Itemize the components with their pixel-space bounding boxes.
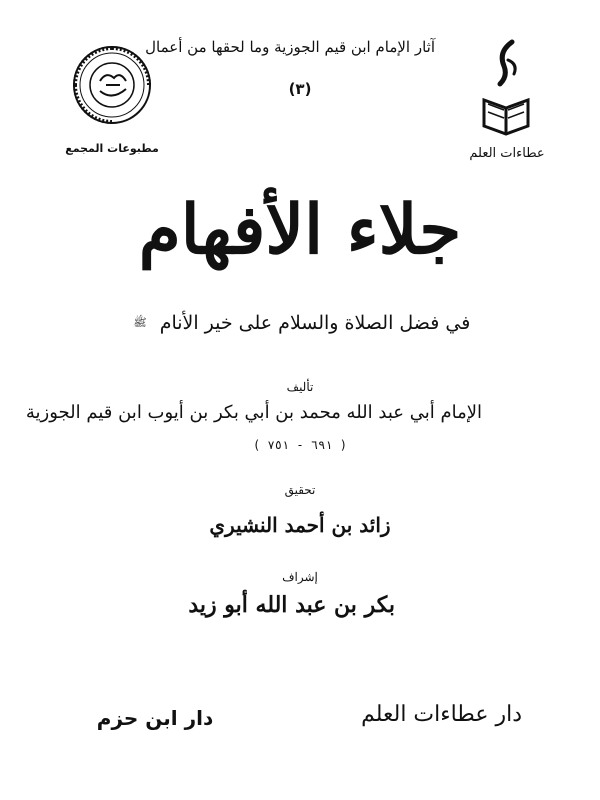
author-name: الإمام أبي عبد الله محمد بن أبي بكر بن أيوب ابن قيم الجوزية <box>25 402 482 423</box>
book-quill-logo-icon <box>478 38 534 136</box>
editor-label: تحقيق <box>284 483 316 497</box>
publisher-dar-ataat-alilm: دار عطاءات العلم <box>361 702 522 727</box>
supervisor-label: إشراف <box>282 570 318 584</box>
honorific-glyph: ﷺ <box>133 316 147 329</box>
publisher-logo-caption: عطاءات العلم <box>469 146 545 161</box>
publisher-dar-ibn-hazm: دار ابن حزم <box>96 706 214 730</box>
book-subtitle: في فضل الصلاة والسلام على خير الأنام <box>159 312 471 334</box>
seal-caption: مطبوعات المجمع <box>65 142 159 155</box>
author-label: تأليف <box>286 380 314 394</box>
series-title: آثار الإمام ابن قيم الجوزية وما لحقها من أعمال <box>145 38 435 56</box>
supervisor-name: بكر بن عبد الله أبو زيد <box>188 592 395 618</box>
circular-seal-icon <box>72 45 152 125</box>
book-title: جلاء الأفهام <box>138 190 462 270</box>
author-dates: ( ٦٩١ - ٧٥١ ) <box>253 438 347 452</box>
editor-name: زائد بن أحمد النشيري <box>209 513 391 537</box>
volume-number: (٣) <box>288 80 312 98</box>
